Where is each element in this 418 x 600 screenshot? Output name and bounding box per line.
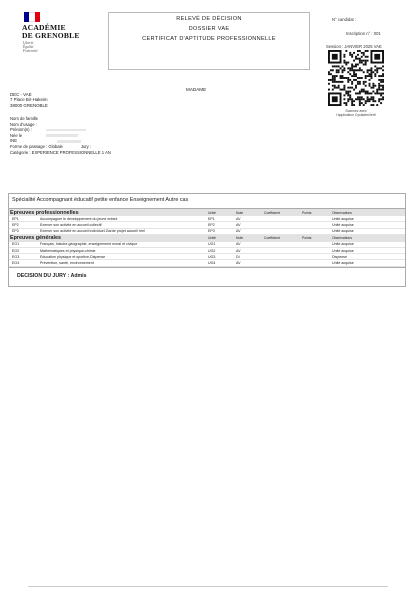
motto-fraternite: Fraternité bbox=[23, 49, 38, 54]
title-line-2: DOSSIER VAE bbox=[188, 26, 230, 32]
qr-caption-line-1: Scannez avec bbox=[345, 109, 367, 113]
footer-divider bbox=[28, 586, 388, 587]
redacted-value bbox=[46, 134, 78, 137]
section-name: Epreuves générales bbox=[9, 234, 207, 242]
epreuve-label: Exercer son activité en accueil collectif bbox=[39, 222, 207, 228]
address-line-2: 7 Place Bir-Hakeim bbox=[10, 97, 48, 103]
forme-passage-label: Forme de passage : Globale bbox=[10, 143, 63, 149]
column-header-note: Note bbox=[235, 209, 263, 216]
motto-egalite: Égalité bbox=[23, 45, 34, 50]
flag-red bbox=[35, 12, 40, 22]
republic-motto bbox=[23, 41, 102, 54]
academy-name bbox=[22, 24, 102, 40]
grades-table-body bbox=[9, 209, 405, 266]
epreuve-code: EG2 bbox=[9, 248, 39, 254]
note-cell: AV bbox=[235, 216, 263, 222]
epreuve-label: Français, histoire-géographie, enseignement moral et civique bbox=[39, 242, 207, 248]
observation-cell: Unité acquise bbox=[331, 248, 405, 254]
unite-cell: EP2 bbox=[207, 222, 235, 228]
section-header-row bbox=[9, 234, 405, 242]
column-header-coefficient: Coefficient bbox=[263, 234, 301, 242]
grades-block bbox=[8, 193, 406, 287]
nee-le-label: Née le bbox=[10, 132, 23, 138]
document-title-box bbox=[108, 12, 310, 70]
ine-label: INE bbox=[10, 138, 17, 144]
note-cell: AV bbox=[235, 222, 263, 228]
academy-line-1: ACADÉMIE bbox=[22, 23, 66, 32]
specialite-title: Spécialité Accompagnant éducatif petite enfance Enseignement Autre cas bbox=[9, 194, 405, 209]
column-header-points: Points bbox=[301, 209, 331, 216]
epreuve-label: Prévention, santé, environnement bbox=[39, 260, 207, 266]
note-cell: AV bbox=[235, 248, 263, 254]
grades-table bbox=[9, 209, 405, 267]
points-cell bbox=[301, 260, 331, 266]
qr-caption-line-2: l'application CycladesVerif bbox=[336, 113, 376, 117]
candidate-details bbox=[10, 116, 111, 155]
candidate-number-label: N° candidat : bbox=[332, 17, 357, 22]
note-cell: AV bbox=[235, 242, 263, 248]
jury-decision bbox=[9, 267, 405, 286]
observation-cell: Unité acquise bbox=[331, 242, 405, 248]
title-line-3: CERTIFICAT D'APTITUDE PROFESSIONNELLE bbox=[142, 36, 276, 42]
observation-cell: Unité acquise bbox=[331, 228, 405, 234]
decision-label: DECISION DU JURY : bbox=[17, 272, 70, 279]
recipient-title: MADAME bbox=[186, 87, 207, 92]
column-header-observations: Observations bbox=[331, 234, 405, 242]
address-line-3: 38000 GRENOBLE bbox=[10, 102, 48, 108]
note-cell: DI bbox=[235, 254, 263, 260]
section-header-row bbox=[9, 209, 405, 216]
epreuve-label: Mathématiques et physique-chimie bbox=[39, 248, 207, 254]
column-header-observations: Observations bbox=[331, 209, 405, 216]
academy-line-2: DE GRENOBLE bbox=[22, 31, 80, 40]
session-label: Session : JANVIER 2025 VAE bbox=[326, 44, 382, 49]
column-header-coefficient: Coefficient bbox=[263, 209, 301, 216]
unite-cell: UG3 bbox=[207, 254, 235, 260]
epreuve-code: EG3 bbox=[9, 254, 39, 260]
nom-famille-label: Nom de famille bbox=[10, 116, 38, 121]
epreuve-code: EP3 bbox=[9, 228, 39, 234]
note-cell: AV bbox=[235, 260, 263, 266]
issuer-address bbox=[10, 92, 48, 108]
epreuve-code: EP1 bbox=[9, 216, 39, 222]
observation-cell: Unité acquise bbox=[331, 216, 405, 222]
epreuve-label: Education physique et sportive-Dispense bbox=[39, 254, 207, 260]
section-name: Epreuves professionnelles bbox=[9, 209, 207, 216]
prenoms-label: Prénom(s) : bbox=[10, 127, 32, 133]
epreuve-label: Exercer son activité en accueil individuel-Garde projet accueil réel bbox=[39, 228, 207, 234]
redacted-value bbox=[57, 140, 81, 143]
categorie-field bbox=[10, 150, 111, 156]
title-line-1: RELEVÉ DE DÉCISION bbox=[176, 16, 242, 22]
inscription-number: Inscription n° : 001 bbox=[346, 31, 381, 36]
french-flag-icon bbox=[24, 12, 40, 22]
epreuve-code: EG1 bbox=[9, 242, 39, 248]
qr-code-icon bbox=[328, 50, 384, 106]
decision-value: Admis bbox=[70, 272, 87, 279]
epreuve-label: Accompagner le développement du jeune enfant bbox=[39, 216, 207, 222]
column-header-note: Note bbox=[235, 234, 263, 242]
note-cell: AV bbox=[235, 228, 263, 234]
unite-cell: EP1 bbox=[207, 216, 235, 222]
address-line-1: DEC - VAE bbox=[10, 92, 32, 97]
unite-cell: EP3 bbox=[207, 228, 235, 234]
observation-cell: Unité acquise bbox=[331, 222, 405, 228]
redacted-value bbox=[46, 129, 86, 132]
unite-cell: UG4 bbox=[207, 260, 235, 266]
observation-cell: Dispensé bbox=[331, 254, 405, 260]
qr-caption bbox=[328, 109, 384, 117]
qr-code-block bbox=[328, 50, 384, 138]
column-header-points: Points bbox=[301, 234, 331, 242]
epreuve-code: EG4 bbox=[9, 260, 39, 266]
jury-label: Jury : bbox=[80, 143, 92, 149]
column-header-unite: Unité bbox=[207, 234, 235, 242]
categorie-label: Catégorie : EXPERIENCE PROFESSIONNELLE 1 AN bbox=[10, 149, 111, 155]
column-header-unite: Unité bbox=[207, 209, 235, 216]
observation-cell: Unité acquise bbox=[331, 260, 405, 266]
table-row bbox=[9, 260, 405, 266]
nom-usage-label: Nom d'usage : bbox=[10, 121, 37, 127]
academy-logo bbox=[22, 12, 102, 54]
unite-cell: UG1 bbox=[207, 242, 235, 248]
coefficient-cell bbox=[263, 260, 301, 266]
epreuve-code: EP2 bbox=[9, 222, 39, 228]
unite-cell: UG2 bbox=[207, 248, 235, 254]
motto-liberte: Liberté bbox=[23, 41, 34, 45]
